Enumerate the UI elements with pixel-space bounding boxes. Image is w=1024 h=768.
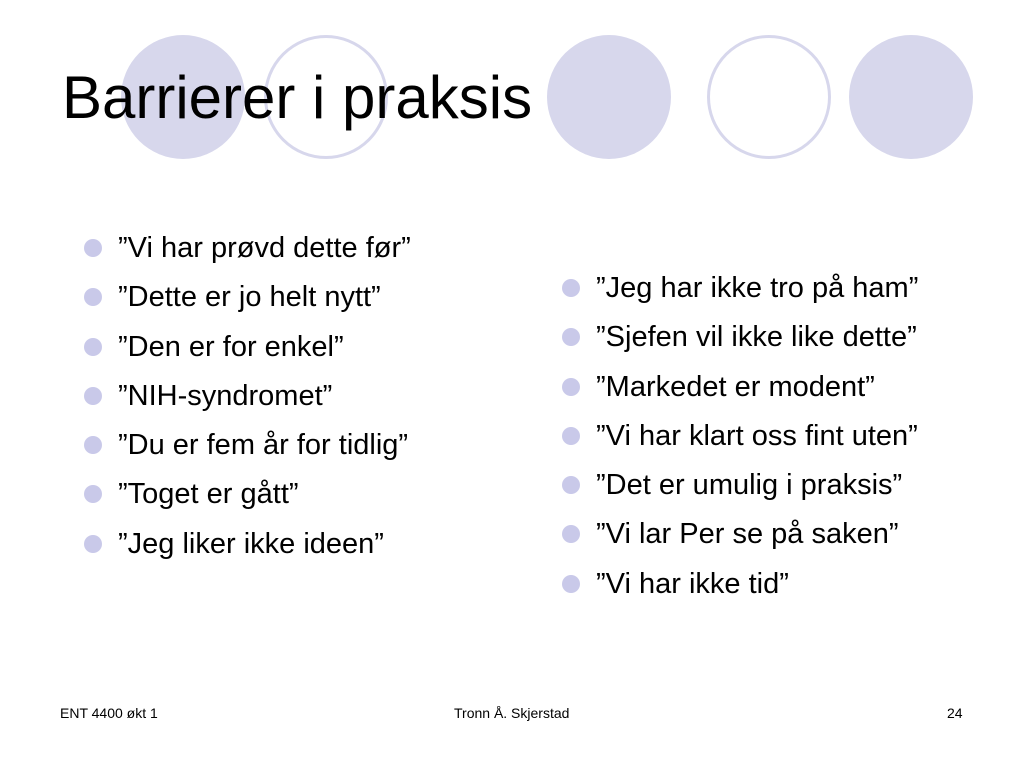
bullet-text: ”Du er fem år for tidlig”: [118, 429, 409, 462]
footer-page-number: 24: [947, 705, 963, 721]
bullet-item: [84, 473, 411, 522]
bullet-dot-icon: [84, 535, 102, 553]
bullet-text: ”Jeg har ikke tro på ham”: [596, 272, 919, 304]
bullet-item: [562, 366, 918, 415]
bullet-item: [84, 227, 411, 276]
bullet-dot-icon: [84, 436, 102, 454]
bullet-text: ”Vi har klart oss fint uten”: [596, 419, 918, 452]
bullet-dot-icon: [562, 575, 580, 593]
bullet-dot-icon: [84, 239, 102, 257]
bullet-text: ”Dette er jo helt nytt”: [118, 281, 381, 314]
decorative-circle-outline: [707, 35, 831, 159]
bullet-dot-icon: [562, 378, 580, 396]
bullet-dot-icon: [562, 328, 580, 346]
bullet-item: [84, 375, 411, 424]
bullet-text: ”Sjefen vil ikke like dette”: [596, 321, 917, 354]
bullet-text: ”Markedet er modent”: [596, 370, 875, 403]
bullet-item: [562, 316, 918, 365]
bullet-dot-icon: [562, 476, 580, 494]
bullet-item: [562, 415, 918, 464]
bullet-item: [562, 464, 918, 513]
bullet-text: ”Vi har prøvd dette før”: [118, 232, 411, 264]
bullet-item: [562, 267, 918, 316]
bullet-text: ”Vi har ikke tid”: [596, 567, 789, 600]
bullet-dot-icon: [84, 485, 102, 503]
bullet-text: ”Det er umulig i praksis”: [596, 469, 903, 502]
bullet-item: [562, 563, 918, 612]
bullet-dot-icon: [562, 525, 580, 543]
bullet-item: [84, 523, 411, 572]
decorative-circle-filled: [849, 35, 973, 159]
bullet-text: ”Toget er gått”: [118, 478, 299, 511]
bullet-item: [84, 424, 411, 473]
bullet-dot-icon: [84, 387, 102, 405]
slide-title: Barrierer i praksis: [62, 64, 533, 131]
bullet-dot-icon: [562, 279, 580, 297]
bullet-text: ”Jeg liker ikke ideen”: [118, 527, 384, 560]
bullet-item: [84, 276, 411, 325]
decorative-circle-filled: [547, 35, 671, 159]
bullet-dot-icon: [84, 338, 102, 356]
footer-course: ENT 4400 økt 1: [60, 705, 158, 721]
bullet-item: [562, 513, 918, 562]
bullet-text: ”Vi lar Per se på saken”: [596, 518, 899, 551]
bullet-list-left: [84, 227, 411, 572]
bullet-list-right: [562, 267, 918, 612]
footer-author: Tronn Å. Skjerstad: [454, 705, 570, 721]
bullet-dot-icon: [84, 288, 102, 306]
bullet-text: ”Den er for enkel”: [118, 330, 344, 363]
bullet-text: ”NIH-syndromet”: [118, 379, 333, 412]
bullet-item: [84, 326, 411, 375]
bullet-dot-icon: [562, 427, 580, 445]
